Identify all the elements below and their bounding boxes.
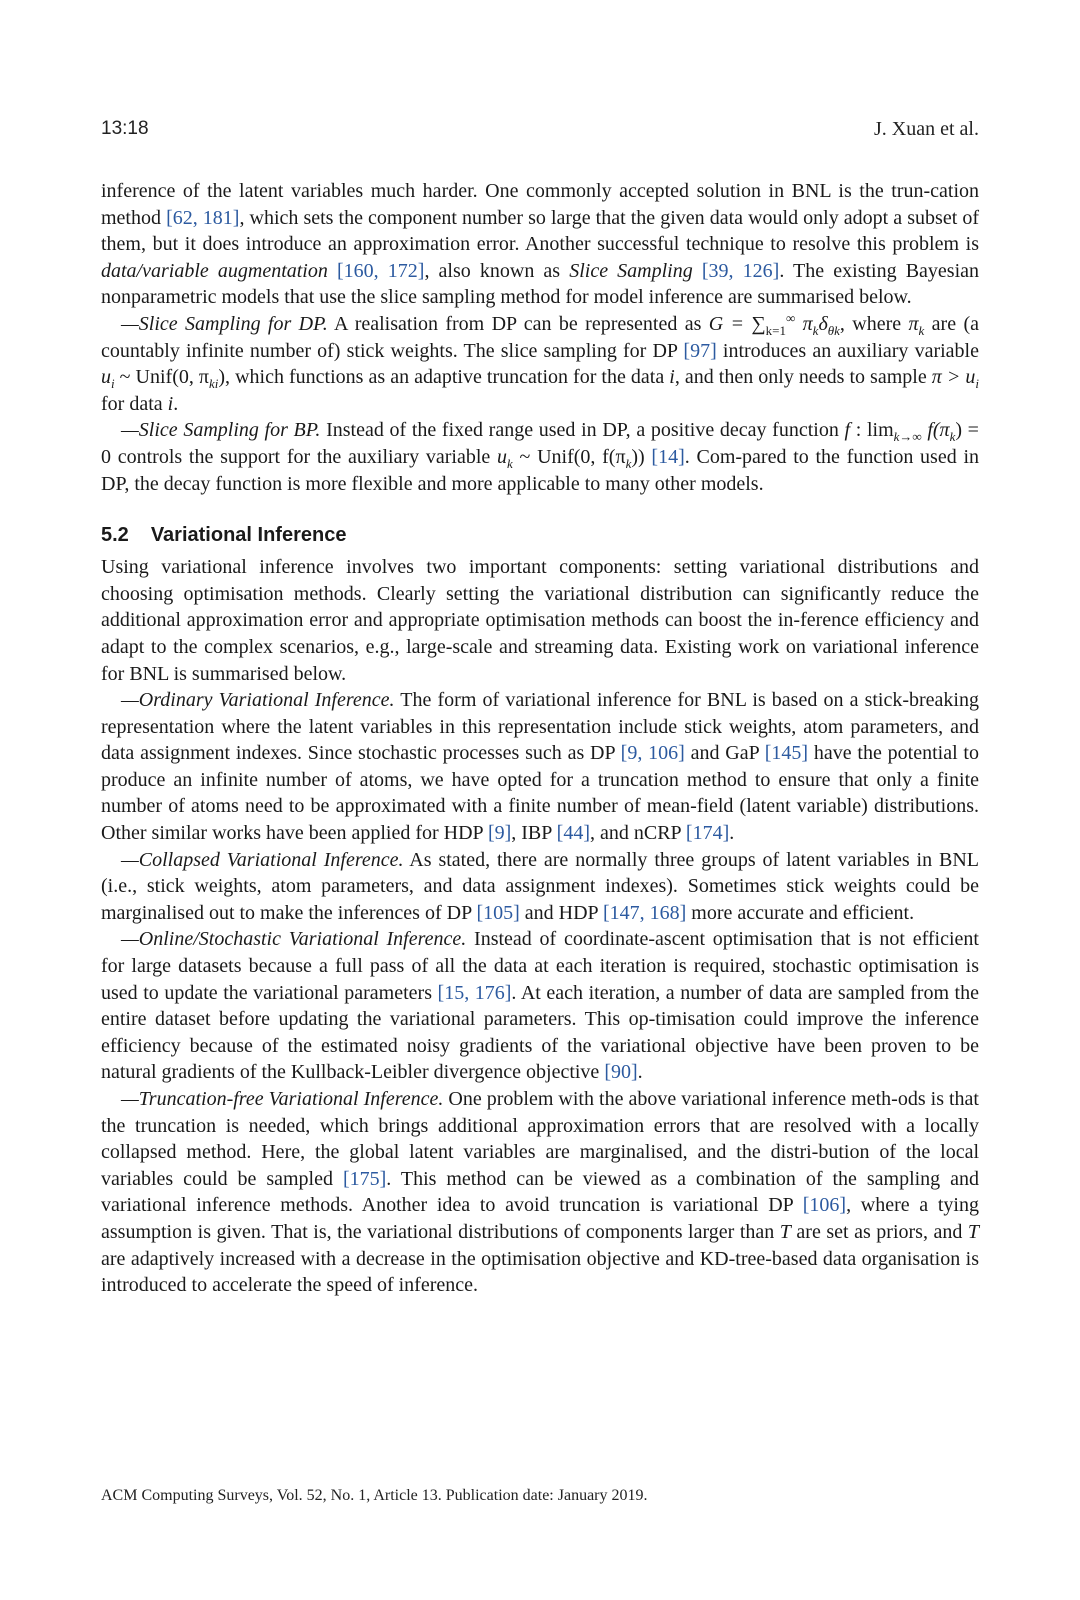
text [328, 260, 337, 282]
text: A realisation from DP can be represented as [327, 312, 709, 335]
text: , which sets the component number so large that the given data would only adopt a subset of them, but it does introduce an approximation error. Another successful technique to resolve this problem is [101, 206, 979, 256]
paragraph-slice-sampling-bp [101, 417, 979, 497]
run-in-heading: —Slice Sampling for BP. [121, 419, 321, 442]
text: Instead of coordinate-ascent optimisation that is not efficient for large datasets because a full pass of all the data at each iteration is required, stochastic optimisation is used to update the variational parameters [101, 928, 979, 1004]
text: , where [839, 312, 909, 335]
math: f(π [921, 419, 950, 442]
paragraph-ordinary-vi [101, 687, 979, 847]
section-heading [101, 522, 979, 548]
citation-link[interactable]: [15, 176] [437, 981, 512, 1004]
math: π > u [931, 366, 976, 389]
text: . [173, 392, 179, 415]
math: π [795, 312, 813, 335]
text: , IBP [511, 822, 557, 845]
paragraph-collapsed-vi [101, 847, 979, 927]
paragraph-slice-sampling-intro [101, 178, 979, 311]
math: δ [818, 312, 828, 335]
math-sup: ∞ [786, 310, 796, 326]
text [693, 260, 702, 282]
emphasis: Slice Sampling [569, 259, 693, 282]
math-sub: θk [827, 322, 840, 338]
emphasis: data/variable augmentation [101, 259, 328, 282]
citation-link[interactable]: [62, 181] [166, 206, 240, 229]
math: i [669, 366, 675, 389]
math-sub: k [949, 429, 956, 445]
text: As stated, there are normally three groups of latent variables in BNL (i.e., stick weights, atom parameters, and data assignment indexes). Sometimes stick weights could be marginalised out to make the inferences of DP [101, 848, 980, 924]
citation-link[interactable]: [174] [685, 822, 730, 845]
text: are (a countably infinite number of) stick weights. The slice sampling for DP [101, 312, 979, 362]
section-number: 5.2 [101, 524, 129, 547]
text: . [729, 822, 735, 845]
body-text [101, 178, 979, 1299]
text: have the potential to produce an infinite number of atoms, we have opted for a truncation method to ensure that only a finite number of atoms need to be approximated with a finite number of mean-field (latent variable) distributions. Other similar works have been applied for HDP [101, 742, 979, 845]
running-header [101, 118, 979, 148]
text: are adaptively increased with a decrease in the optimisation objective and KD-tree-based data organisation is introduced to accelerate the speed of inference. [101, 1247, 979, 1297]
math-sub: k [625, 455, 632, 471]
math-sub: k [918, 322, 925, 338]
paragraph-truncation-free-vi [101, 1086, 979, 1299]
math: f [844, 419, 851, 442]
math: u [497, 445, 508, 468]
citation-link[interactable]: [44] [556, 822, 590, 845]
text: The form of variational inference for BNL is based on a stick-breaking representation where the latent variables in this representation include stick weights, atom parameters, and data assignment indexes. Since stochastic processes such as DP [101, 689, 979, 765]
citation-link[interactable]: [175] [342, 1167, 387, 1190]
run-in-heading: —Ordinary Variational Inference. [121, 689, 395, 712]
citation-link[interactable]: [160, 172] [337, 259, 425, 282]
math-sub: k [812, 322, 819, 338]
paragraph-stochastic-vi [101, 926, 979, 1086]
section-title: Variational Inference [150, 524, 347, 547]
text: , also known as [424, 259, 570, 282]
run-in-heading: —Truncation-free Variational Inference. [121, 1088, 444, 1110]
citation-link[interactable]: [147, 168] [602, 901, 687, 924]
math: T [779, 1220, 791, 1243]
citation-link[interactable]: [90] [604, 1061, 638, 1084]
text: ~ Unif(0, π [114, 366, 209, 389]
math-sub: ki [209, 376, 219, 392]
citation-link[interactable]: [39, 126] [701, 259, 780, 282]
math-sub: k→∞ [893, 429, 922, 445]
run-in-heading: —Slice Sampling for DP. [121, 312, 328, 335]
math-sub: k=1 [765, 322, 786, 338]
text: : lim [850, 419, 894, 442]
text: and HDP [519, 901, 603, 924]
paragraph-variational-intro: Using variational inference involves two important components: setting variational distributions and choosing optimisation methods. Clearly setting the variational distribution can significantly reduce the additional approximation error and appropriate optimisation methods can boost the in-ference efficiency and adapt to the complex scenarios, e.g., large-scale and streaming data. Existing work on variational inference for BNL is summarised below. [101, 556, 979, 685]
text: ) = 0 controls the support for the auxiliary variable [101, 419, 979, 468]
text: Instead of the fixed range used in DP, a positive decay function [320, 419, 845, 442]
math: u [101, 366, 111, 389]
text: ~ Unif(0, f(π [512, 445, 626, 468]
text: ), which functions as an adaptive truncation for the data [218, 366, 670, 389]
paragraph-slice-sampling-dp [101, 311, 979, 417]
citation-link[interactable]: [97] [683, 339, 717, 362]
citation-link[interactable]: [14] [651, 445, 685, 468]
citation-link[interactable]: [9, 106] [620, 742, 685, 765]
math: π [908, 312, 919, 335]
text: . The existing Bayesian nonparametric models that use the slice sampling method for model inference are summarised below. [101, 259, 980, 309]
citation-link[interactable]: [105] [476, 901, 520, 924]
text: and GaP [684, 742, 765, 765]
math-sub: i [111, 376, 115, 392]
running-authors: J. Xuan et al. [874, 118, 979, 140]
text: . [637, 1061, 643, 1084]
page-number: 13:18 [101, 118, 149, 139]
math: G = ∑ [708, 312, 766, 335]
text: , where a tying assumption is given. That is, the variational distributions of components larger than [101, 1194, 979, 1243]
citation-link[interactable]: [145] [764, 742, 809, 765]
run-in-heading: —Online/Stochastic Variational Inference. [121, 928, 467, 951]
page-footer: ACM Computing Surveys, Vol. 52, No. 1, Article 13. Publication date: January 2019. [101, 1487, 648, 1504]
text: )) [631, 445, 652, 468]
text: introduces an auxiliary variable [716, 339, 979, 362]
text: One problem with the above variational inference meth-ods is that the truncation is needed, which brings additional approximation errors that are resolved with a locally collapsed method. Here, the global latent variables are marginalised, and the distri-bution of the local variables could be sampled [101, 1088, 979, 1190]
text: are set as priors, and [790, 1220, 968, 1243]
math-sub: i [975, 376, 979, 392]
citation-link[interactable]: [106] [802, 1194, 847, 1217]
text: . This method can be viewed as a combination of the sampling and variational inference methods. Another idea to avoid truncation is variational DP [101, 1167, 979, 1217]
text: more accurate and efficient. [686, 901, 915, 924]
text: . Com-pared to the function used in DP, the decay function is more flexible and more applicable to many other models. [101, 445, 980, 495]
citation-link[interactable]: [9] [487, 822, 512, 845]
text: . At each iteration, a number of data are sampled from the entire dataset before updating the variational parameters. This op-timisation could improve the inference efficiency because of the estimated noisy gradients of the variational objective have been proven to be natural gradients of the Kullback-Leibler divergence objective [101, 981, 979, 1084]
text: , and then only needs to sample [674, 366, 932, 389]
math: T [967, 1220, 979, 1243]
math: i [167, 392, 174, 415]
math-sub: k [507, 455, 513, 471]
run-in-heading: —Collapsed Variational Inference. [121, 848, 404, 871]
text: , and nCRP [589, 822, 686, 845]
text: for data [101, 392, 168, 415]
text: inference of the latent variables much harder. One commonly accepted solution in BNL is the trun-cation method [101, 180, 979, 229]
